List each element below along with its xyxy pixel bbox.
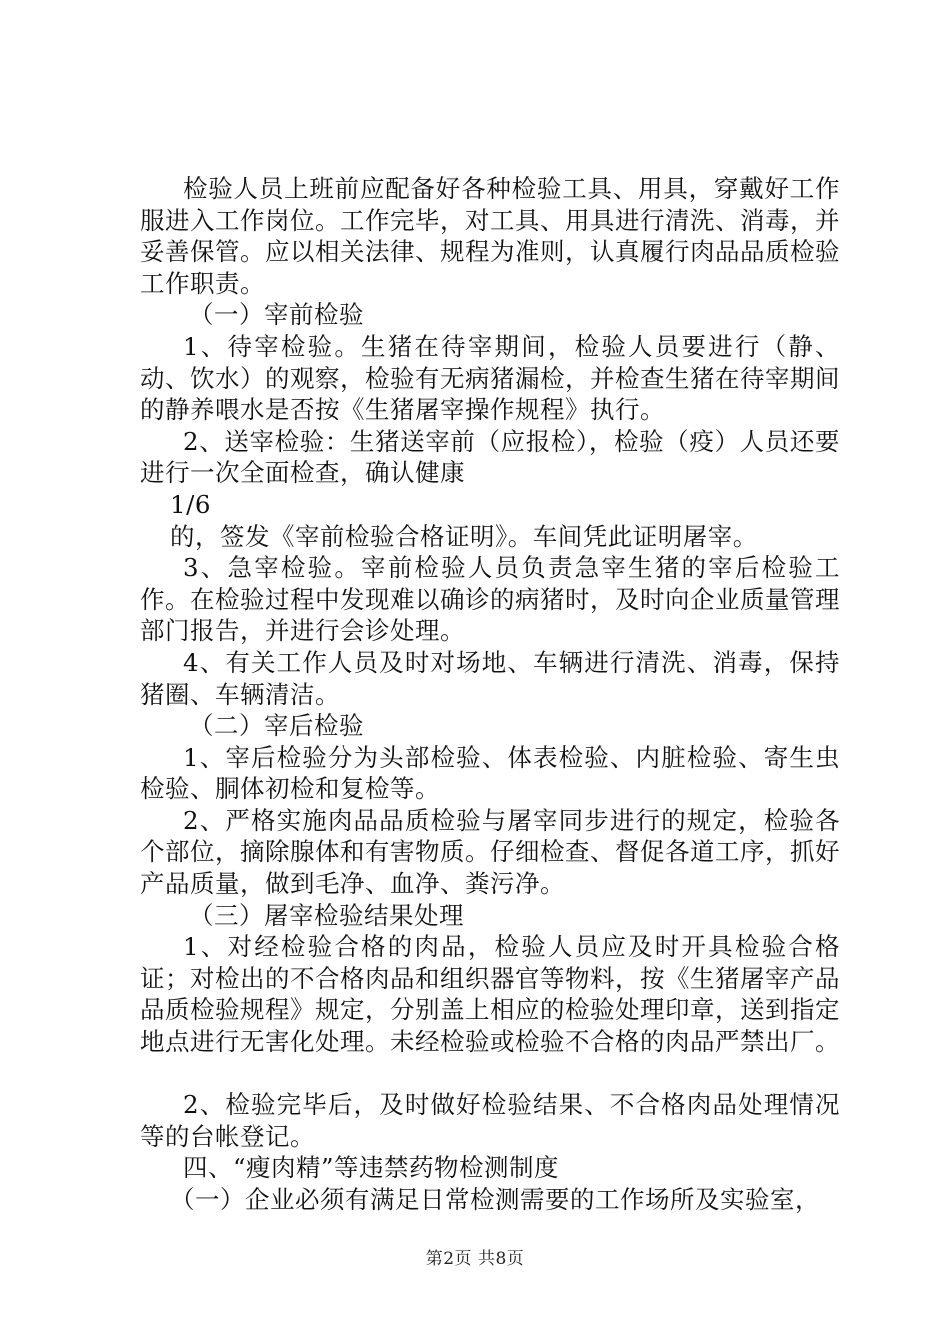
paragraph-lab-requirement: （一）企业必须有满足日常检测需要的工作场所及实验室， (170, 1185, 820, 1214)
paragraph-certificate-handling: 1、对经检验合格的肉品，检验人员应及时开具检验合格证；对检出的不合格肉品和组织器官等物料，按《生猪屠宰产品品质检验规程》规定，分别盖上相应的检验处理印章，送到指定地点进行无害化处理。未经检验或检验不合格的肉品严禁出厂。 (140, 932, 840, 1057)
paragraph-post-inspection-scope: 1、宰后检验分为头部检验、体表检验、内脏检验、寄生虫检验、胴体初检和复检等。 (140, 742, 840, 804)
page-footer: 第2页 共8页 (425, 1249, 525, 1269)
heading-banned-drug-testing: 四、“瘦肉精”等违禁药物检测制度 (183, 1153, 560, 1183)
blank-line (140, 1058, 840, 1090)
heading-post-slaughter-inspection: （二）宰后检验 (189, 711, 364, 741)
document-body (140, 173, 840, 1216)
paragraph-emergency-inspection: 3、急宰检验。宰前检验人员负责急宰生猪的宰后检验工作。在检验过程中发现难以确诊的病猪时，及时向企业质量管理部门报告，并进行会诊处理。 (140, 553, 840, 646)
page-marker: 1/6 (170, 489, 211, 519)
paragraph-cleaning: 4、有关工作人员及时对场地、车辆进行清洗、消毒，保持猪圈、车辆清洁。 (140, 647, 840, 709)
paragraph-send-inspection: 2、送宰检验：生猪送宰前（应报检），检验（疫）人员还要进行一次全面检查，确认健康 (140, 426, 840, 488)
paragraph-inspector-duties: 检验人员上班前应配备好各种检验工具、用具，穿戴好工作服进入工作岗位。工作完毕，对工具、用具进行清洗、消毒，并妥善保管。应以相关法律、规程为准则，认真履行肉品品质检验工作职责。 (140, 174, 840, 298)
heading-result-handling: （三）屠宰检验结果处理 (189, 900, 464, 930)
paragraph-send-inspection-continued: 的，签发《宰前检验合格证明》。车间凭此证明屠宰。 (170, 521, 758, 551)
paragraph-ledger-registration: 2、检验完毕后，及时做好检验结果、不合格肉品处理情况等的台帐登记。 (140, 1090, 840, 1151)
heading-pre-slaughter-inspection: （一）宰前检验 (189, 300, 364, 330)
paragraph-synchronous-inspection: 2、严格实施肉品品质检验与屠宰同步进行的规定，检验各个部位，摘除腺体和有害物质。仔细检查、督促各道工序，抓好产品质量，做到毛净、血净、粪污净。 (140, 805, 840, 899)
paragraph-waiting-inspection: 1、待宰检验。生猪在待宰期间，检验人员要进行（静、动、饮水）的观察，检验有无病猪漏检，并检查生猪在待宰期间的静养喂水是否按《生猪屠宰操作规程》执行。 (140, 331, 840, 425)
